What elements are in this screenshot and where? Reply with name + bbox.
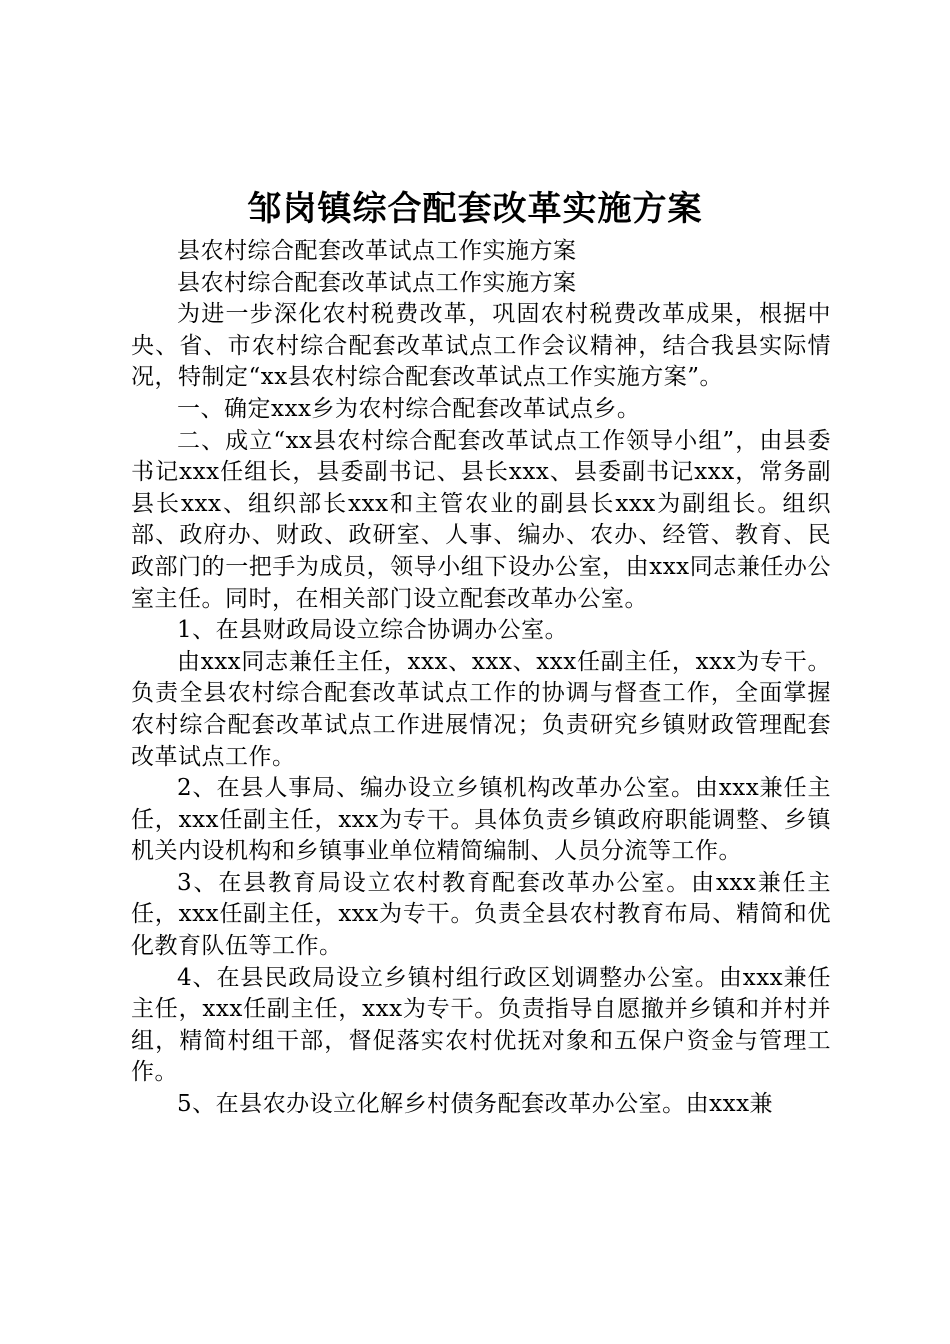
paragraph-intro: 为进一步深化农村税费改革，巩固农村税费改革成果，根据中央、省、市农村综合配套改革试点工作会议精神，结合我县实际情况，特制定“xx县农村综合配套改革试点工作实施方案”。: [131, 301, 831, 391]
paragraph-section-2: 二、成立“xx县农村综合配套改革试点工作领导小组”，由县委书记xxx任组长，县委副书记、县长xxx、县委副书记xxx，常务副县长xxx、组织部长xxx和主管农业的副县长xxx为副组长。组织部、政府办、财政、政研室、人事、编办、农办、经管、教育、民政部门的一把手为成员，领导小组下设办公室，由xxx同志兼任办公室主任。同时，在相关部门设立配套改革办公室。: [131, 427, 831, 612]
paragraph-item-2: 2、在县人事局、编办设立乡镇机构改革办公室。由xxx兼任主任，xxx任副主任，xxx为专干。具体负责乡镇政府职能调整、乡镇机关内设机构和乡镇事业单位精简编制、人员分流等工作。: [131, 775, 831, 865]
paragraph-item-1: 1、在县财政局设立综合协调办公室。: [177, 617, 569, 644]
paragraph-item-1-detail: 由xxx同志兼任主任，xxx、xxx、xxx任副主任，xxx为专干。负责全县农村综合配套改革试点工作的协调与督查工作，全面掌握农村综合配套改革试点工作进展情况；负责研究乡镇财政管理配套改革试点工作。: [131, 648, 831, 770]
document-title: 邹岗镇综合配套改革实施方案: [247, 189, 703, 229]
paragraph-item-3: 3、在县教育局设立农村教育配套改革办公室。由xxx兼任主任，xxx任副主任，xxx为专干。负责全县农村教育布局、精简和优化教育队伍等工作。: [131, 869, 831, 960]
paragraph-section-1: 一、确定xxx乡为农村综合配套改革试点乡。: [177, 395, 641, 422]
document-body: [131, 236, 831, 1121]
paragraph-subtitle-2: 县农村综合配套改革试点工作实施方案: [177, 269, 577, 296]
paragraph-item-4: 4、在县民政局设立乡镇村组行政区划调整办公室。由xxx兼任主任，xxx任副主任，xxx为专干。负责指导自愿撤并乡镇和并村并组，精简村组干部，督促落实农村优抚对象和五保户资金与管理工作。: [131, 964, 831, 1086]
paragraph-item-5: 5、在县农办设立化解乡村债务配套改革办公室。由xxx兼: [177, 1091, 774, 1118]
paragraph-subtitle-1: 县农村综合配套改革试点工作实施方案: [177, 238, 577, 264]
